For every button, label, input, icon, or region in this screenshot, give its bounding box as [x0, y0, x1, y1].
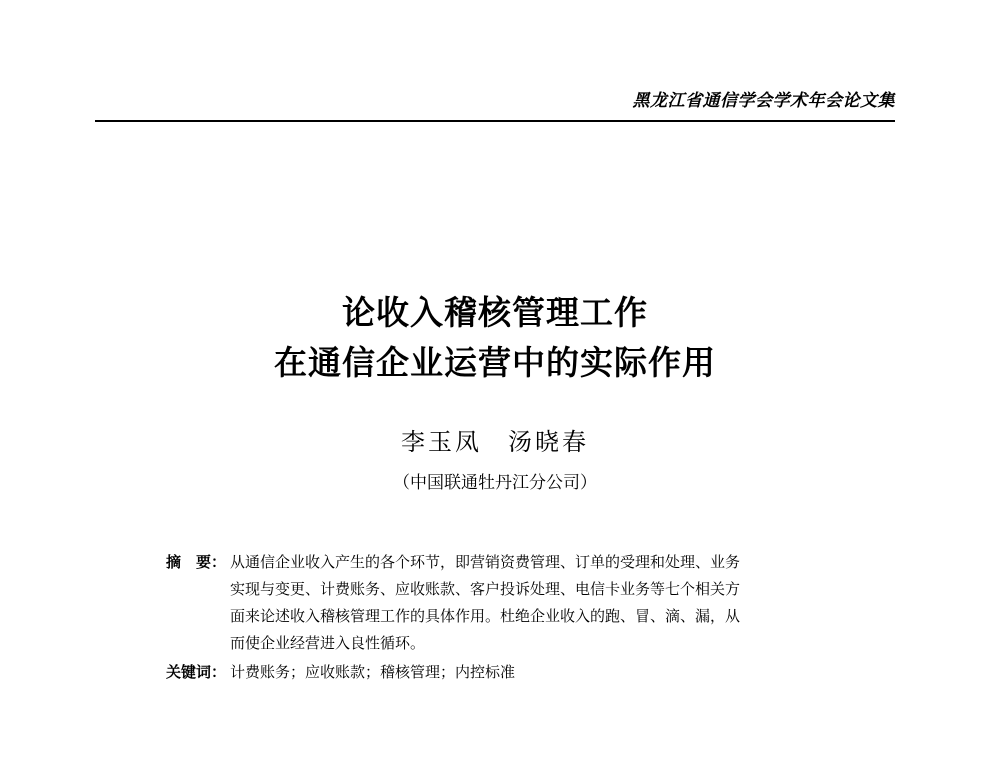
abstract-row — [166, 549, 886, 657]
header-rule — [95, 120, 895, 122]
keywords-row — [166, 659, 886, 686]
abstract-line: 实现与变更、计费账务、应收账款、客户投诉处理、电信卡业务等七个相关方 — [230, 580, 741, 598]
abstract-section — [166, 549, 886, 686]
abstract-line: 面来论述收入稽核管理工作的具体作用。杜绝企业收入的跑、冒、滴、漏，从 — [230, 607, 741, 625]
abstract-label: 摘 要： — [166, 553, 227, 571]
keywords-label: 关键词： — [166, 663, 227, 681]
abstract-line: 而使企业经营进入良性循环。 — [230, 634, 426, 652]
abstract-line: 从通信企业收入产生的各个环节，即营销资费管理、订单的受理和处理、业务 — [230, 553, 741, 571]
title-line-1: 论收入稽核管理工作 — [342, 293, 648, 332]
running-header: 黑龙江省通信学会学术年会论文集 — [632, 91, 895, 111]
paper-title — [95, 288, 895, 388]
title-line-2: 在通信企业运营中的实际作用 — [274, 343, 716, 382]
authors — [95, 422, 895, 457]
author-name: 李玉凤 — [401, 428, 482, 456]
author-name: 汤晓春 — [508, 428, 589, 456]
affiliation: （中国联通牡丹江分公司） — [393, 473, 597, 493]
keywords-text: 计费账务；应收账款；稽核管理；内控标准 — [230, 663, 516, 681]
abstract-body — [230, 549, 830, 657]
